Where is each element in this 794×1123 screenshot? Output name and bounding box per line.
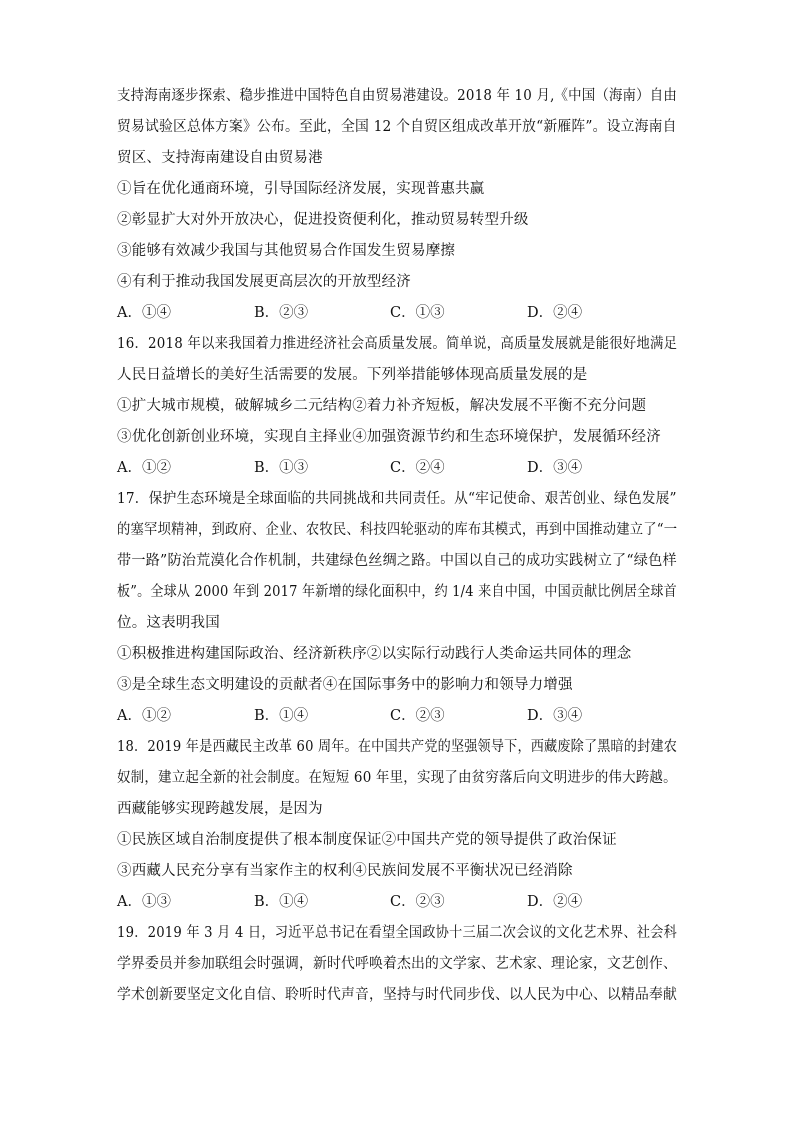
q15-stem-line-1: 支持海南逐步探索、稳步推进中国特色自由贸易港建设。2018 年 10 月,《中国（海南）自由 xyxy=(117,88,677,104)
q16-stem-line-2: 人民日益增长的美好生活需要的发展。下列举措能够体现高质量发展的是 xyxy=(117,367,588,383)
q17-option-c: C．②③ xyxy=(390,708,445,724)
q18-stem-line-2: 奴制，建立起全新的社会制度。在短短 60 年里，实现了由贫穷落后向文明进步的伟大跨越。 xyxy=(117,770,677,786)
q18-stem-line-1: 18．2019 年是西藏民主改革 60 周年。在中国共产党的坚强领导下，西藏废除了黑暗的封建农 xyxy=(117,739,678,755)
q16-option-a: A．①② xyxy=(117,460,171,476)
q16-statement-1: ①扩大城市规模，破解城乡二元结构②着力补齐短板，解决发展不平衡不充分问题 xyxy=(117,398,647,414)
q17-stem-line-5: 位。这表明我国 xyxy=(117,615,220,631)
q15-stem-line-3: 贸区、支持海南建设自由贸易港 xyxy=(117,150,323,166)
q17-option-d: D．③④ xyxy=(527,708,583,724)
q19-stem-line-3: 学术创新要坚定文化自信、聆听时代声音，坚持与时代同步伐、以人民为中心、以精品奉献 xyxy=(117,987,678,1003)
q15-stem-line-2: 贸易试验区总体方案》公布。至此，全国 12 个自贸区组成改革开放“新雁阵”。设立海南自 xyxy=(117,119,677,135)
q18-option-a: A．①③ xyxy=(117,894,171,910)
q15-options xyxy=(117,304,677,322)
q17-option-a: A．①② xyxy=(117,708,171,724)
q19-stem-line-1: 19．2019 年 3 月 4 日，习近平总书记在看望全国政协十三届二次会议的文化艺术界、社会科 xyxy=(117,925,677,941)
q16-options xyxy=(117,459,677,477)
q15-statement-3: ③能够有效减少我国与其他贸易合作国发生贸易摩擦 xyxy=(117,243,456,259)
q16-option-b: B．①③ xyxy=(254,460,309,476)
q18-option-c: C．②③ xyxy=(390,894,445,910)
q16-option-c: C．②④ xyxy=(390,460,445,476)
q15-option-c: C．①③ xyxy=(390,305,445,321)
q17-stem-line-1: 17．保护生态环境是全球面临的共同挑战和共同责任。从“牢记使命、艰苦创业、绿色发展” xyxy=(117,491,677,507)
q17-stem-line-2: 的塞罕坝精神，到政府、企业、农牧民、科技四轮驱动的库布其模式，再到中国推动建立了“一 xyxy=(117,522,678,538)
q17-options xyxy=(117,707,677,725)
q16-stem-line-1: 16．2018 年以来我国着力推进经济社会高质量发展。简单说，高质量发展就是能很好地满足 xyxy=(117,336,678,352)
q15-option-a: A．①④ xyxy=(117,305,171,321)
q18-option-b: B．①④ xyxy=(254,894,309,910)
q15-option-d: D．②④ xyxy=(527,305,583,321)
q17-statement-1: ①积极推进构建国际政治、经济新秩序②以实际行动践行人类命运共同体的理念 xyxy=(117,646,632,662)
q17-stem-line-3: 带一路”防治荒漠化合作机制，共建绿色丝绸之路。中国以自己的成功实践树立了“绿色样 xyxy=(117,553,677,569)
q16-statement-2: ③优化创新创业环境，实现自主择业④加强资源节约和生态环境保护，发展循环经济 xyxy=(117,429,661,445)
q17-stem-line-4: 板”。全球从 2000 年到 2017 年新增的绿化面积中，约 1/4 来自中国，中国贡献比例居全球首 xyxy=(117,584,677,600)
q19-stem-line-2: 学界委员并参加联组会时强调，新时代呼唤着杰出的文学家、艺术家、理论家，文艺创作、 xyxy=(117,956,678,972)
q18-stem-line-3: 西藏能够实现跨越发展，是因为 xyxy=(117,801,323,817)
q18-statement-2: ③西藏人民充分享有当家作主的权利④民族间发展不平衡状况已经消除 xyxy=(117,863,573,879)
q15-statement-2: ②彰显扩大对外开放决心，促进投资便利化，推动贸易转型升级 xyxy=(117,212,529,228)
q16-option-d: D．③④ xyxy=(527,460,583,476)
q15-statement-1: ①旨在优化通商环境，引导国际经济发展，实现普惠共赢 xyxy=(117,181,485,197)
q18-statement-1: ①民族区域自治制度提供了根本制度保证②中国共产党的领导提供了政治保证 xyxy=(117,832,617,848)
q15-statement-4: ④有利于推动我国发展更高层次的开放型经济 xyxy=(117,274,411,290)
q15-option-b: B．②③ xyxy=(254,305,309,321)
q18-options xyxy=(117,893,677,911)
q17-statement-2: ③是全球生态文明建设的贡献者④在国际事务中的影响力和领导力增强 xyxy=(117,677,573,693)
q18-option-d: D．②④ xyxy=(527,894,583,910)
q17-option-b: B．①④ xyxy=(254,708,309,724)
